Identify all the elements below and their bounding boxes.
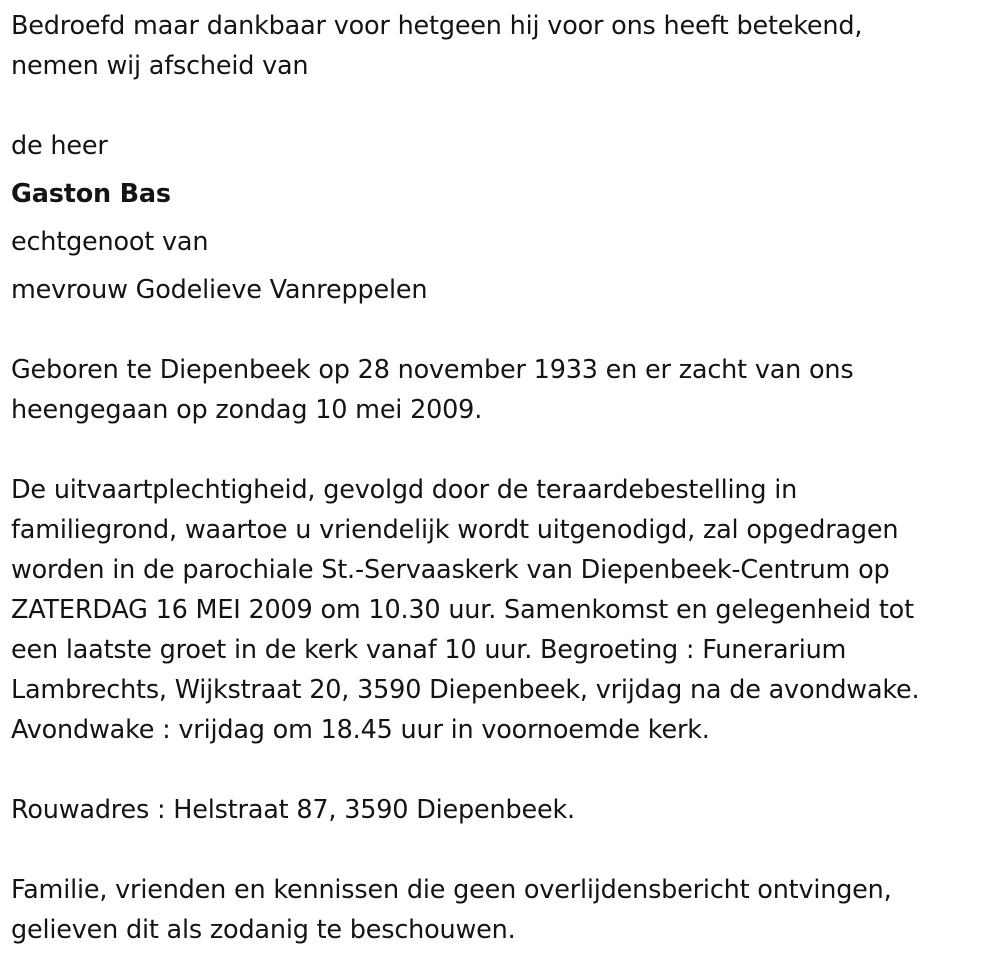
birth-line-2: heengegaan op zondag 10 mei 2009. [11,395,483,425]
ceremony-line-6: Lambrechts, Wijkstraat 20, 3590 Diepenbeek, vrijdag na de avondwake. [11,675,920,705]
intro-line-2: nemen wij afscheid van [11,51,309,81]
closing-line-2: gelieven dit als zodanig te beschouwen. [11,915,516,945]
ceremony-line-4: ZATERDAG 16 MEI 2009 om 10.30 uur. Samenkomst en gelegenheid tot [11,595,914,625]
ceremony-line-7: Avondwake : vrijdag om 18.45 uur in voornoemde kerk. [11,715,710,745]
ceremony-line-5: een laatste groet in de kerk vanaf 10 uur. Begroeting : Funerarium [11,635,847,665]
spouse-name: mevrouw Godelieve Vanreppelen [11,275,428,305]
mourning-address: Rouwadres : Helstraat 87, 3590 Diepenbeek. [11,795,575,825]
birth-line-1: Geboren te Diepenbeek op 28 november 1933 en er zacht van ons [11,355,854,385]
deceased-title: de heer [11,131,108,161]
deceased-relation: echtgenoot van [11,227,209,257]
closing-line-1: Familie, vrienden en kennissen die geen overlijdensbericht ontvingen, [11,875,892,905]
ceremony-line-3: worden in de parochiale St.-Servaaskerk van Diepenbeek-Centrum op [11,555,890,585]
ceremony-line-1: De uitvaartplechtigheid, gevolgd door de teraardebestelling in [11,475,798,505]
deceased-name: Gaston Bas [11,179,171,209]
ceremony-line-2: familiegrond, waartoe u vriendelijk wordt uitgenodigd, zal opgedragen [11,515,899,545]
intro-line-1: Bedroefd maar dankbaar voor hetgeen hij voor ons heeft betekend, [11,11,863,41]
